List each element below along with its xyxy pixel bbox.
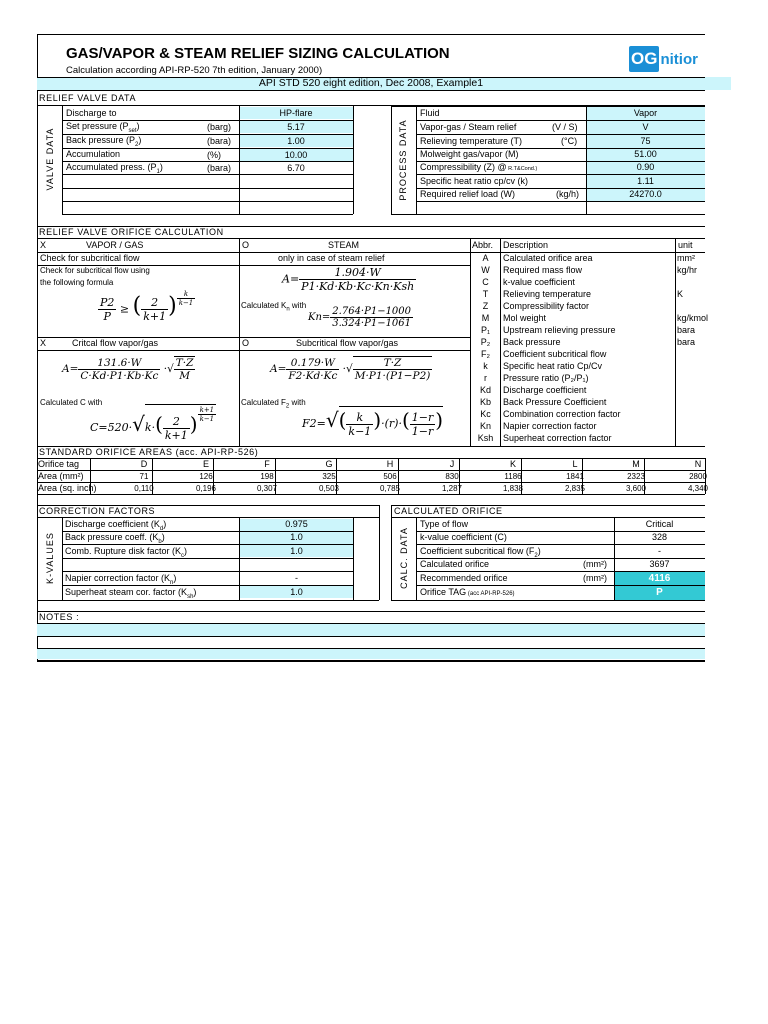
correction-factor-label: Napier correction factor $(K_n)$ bbox=[65, 573, 177, 586]
accumulated-press-label: Accumulated press. $(P_1)$ bbox=[66, 162, 163, 175]
correction-factor-value[interactable]: 0.975 bbox=[285, 519, 308, 529]
calc-orifice-value: P bbox=[656, 587, 663, 598]
correction-factor-value[interactable]: - bbox=[295, 573, 298, 583]
back-pressure-value[interactable]: 1.00 bbox=[287, 136, 305, 146]
abbr-unit: kg/hr bbox=[677, 265, 698, 275]
relieving-temp-unit: (°C) bbox=[561, 136, 578, 146]
orifice-tag-cell: H bbox=[386, 459, 394, 469]
heat-ratio-label: Specific heat ratio cp/cv (k) bbox=[420, 176, 529, 186]
area-sqin-rowlabel: Area (sq. inch) bbox=[38, 483, 97, 493]
abbr-symbol: r bbox=[484, 373, 487, 383]
orifice-sqin-cell: 0,307 bbox=[256, 484, 278, 493]
vapor-gas-header: VAPOR / GAS bbox=[86, 240, 144, 250]
vapor-x-mark[interactable]: X bbox=[40, 240, 47, 250]
orifice-tag-cell: G bbox=[325, 459, 333, 469]
orifice-sqin-cell: 4,340 bbox=[687, 484, 709, 493]
logo-text: nitior bbox=[660, 50, 698, 68]
subcritical-o-mark[interactable]: O bbox=[242, 338, 250, 348]
correction-factor-label: Discharge coefficient $(K_d)$ bbox=[65, 519, 167, 532]
subcritical-flow-label: Subcritical flow vapor/gas bbox=[296, 338, 399, 348]
steam-header: STEAM bbox=[328, 240, 360, 250]
abbr-unit: bara bbox=[677, 337, 696, 347]
company-logo bbox=[629, 44, 698, 74]
correction-factor-value[interactable]: 1.0 bbox=[290, 532, 303, 542]
calculated-orifice-title: CALCULATED ORIFICE bbox=[394, 506, 503, 516]
set-pressure-unit: (barg) bbox=[207, 122, 232, 132]
relief-type-value[interactable]: V bbox=[642, 122, 649, 132]
unit-header: unit bbox=[678, 240, 693, 250]
calc-orifice-unit: (mm²) bbox=[583, 559, 607, 569]
orifice-tag-rowlabel: Orifice tag bbox=[38, 459, 80, 469]
relief-type-label: Vapor-gas / Steam relief bbox=[420, 122, 517, 132]
orifice-col-divider bbox=[90, 458, 91, 494]
orifice-tag-cell: F bbox=[264, 459, 270, 469]
abbr-symbol: Z bbox=[482, 301, 489, 311]
edition-line: API STD 520 eight edition, Dec 2008, Example1 bbox=[258, 77, 484, 89]
only-steam-note: only in case of steam relief bbox=[278, 253, 385, 263]
f2-formula: F2=√( $\frac{k}{k-1}$ )·(r)·( $\frac{1-r}{1-r}$ ) bbox=[302, 408, 444, 438]
correction-factor-value[interactable]: 1.0 bbox=[290, 587, 303, 597]
orifice-calc-title: RELIEF VALVE ORIFICE CALCULATION bbox=[39, 227, 224, 237]
abbr-symbol: P₁ bbox=[480, 325, 491, 335]
orifice-sqin-cell: 3,600 bbox=[625, 484, 647, 493]
valve-data-label: VALVE DATA bbox=[45, 127, 55, 191]
orifice-mm2-cell: 2323 bbox=[627, 472, 645, 481]
abbr-description: Coefficient subcritical flow bbox=[503, 349, 607, 359]
relief-load-value[interactable]: 24270.0 bbox=[629, 189, 662, 199]
abbr-symbol: W bbox=[481, 265, 490, 275]
orifice-col-divider bbox=[37, 458, 38, 494]
orifice-sqin-cell: 1,838 bbox=[502, 484, 524, 493]
orifice-sqin-cell: 1,287 bbox=[441, 484, 463, 493]
abbr-symbol: F₂ bbox=[481, 349, 490, 359]
abbr-symbol: Kd bbox=[479, 385, 491, 395]
steam-area-formula: A= $\frac{1.904\cdot W}{\text{P1·Kd·Kb·Kc·Kn·Ksh}}$ bbox=[282, 266, 415, 293]
orifice-tag-cell: E bbox=[202, 459, 209, 469]
page-title: GAS/VAPOR & STEAM RELIEF SIZING CALCULATION bbox=[66, 45, 450, 62]
orifice-tag-cell: L bbox=[572, 459, 578, 469]
critical-x-mark[interactable]: X bbox=[40, 338, 47, 348]
accumulation-label: Accumulation bbox=[66, 149, 121, 159]
orifice-col-divider bbox=[336, 458, 337, 494]
correction-factor-label: Comb. Rupture disk factor $(K_c)$ bbox=[65, 546, 188, 559]
accumulation-unit: (%) bbox=[207, 150, 221, 160]
orifice-col-divider bbox=[275, 458, 276, 494]
abbr-description: Mol weight bbox=[503, 313, 547, 323]
accumulated-press-unit: (bara) bbox=[207, 163, 232, 173]
abbr-symbol: T bbox=[482, 289, 489, 299]
orifice-sqin-cell: 0,196 bbox=[195, 484, 217, 493]
relief-load-label: Required relief load (W) bbox=[420, 189, 516, 199]
back-pressure-label: Back pressure $(P_2)$ bbox=[66, 135, 142, 148]
check-subcritical: Check for subcritical flow bbox=[40, 253, 140, 263]
abbr-unit: mm² bbox=[677, 253, 695, 263]
orifice-col-divider bbox=[213, 458, 214, 494]
set-pressure-label: Set pressure $(P_{set})$ bbox=[66, 121, 140, 134]
napier-formula: Kn= $\frac{2.764\cdot P1-1000}{3.324\cdot P1-1061}$ bbox=[308, 306, 412, 329]
correction-factor-label: Superheat steam cor. factor $(K_{sh})$ bbox=[65, 587, 197, 600]
calc-orifice-value: 4116 bbox=[648, 573, 671, 584]
accumulation-value[interactable]: 10.00 bbox=[284, 150, 308, 160]
abbr-description: Back pressure bbox=[503, 337, 561, 347]
check-using: Check for subcritical flow using bbox=[40, 266, 150, 275]
orifice-areas-title: STANDARD ORIFICE AREAS (acc. API-RP-526) bbox=[39, 447, 259, 457]
abbr-symbol: Kn bbox=[479, 421, 491, 431]
abbr-header: Abbr. bbox=[472, 240, 494, 250]
orifice-col-divider bbox=[644, 458, 645, 494]
orifice-mm2-cell: 325 bbox=[322, 472, 336, 481]
orifice-mm2-cell: 2800 bbox=[689, 472, 707, 481]
abbr-description: Compressibility factor bbox=[503, 301, 590, 311]
abbr-unit: bara bbox=[677, 325, 696, 335]
k-values-label: K-VALUES bbox=[45, 532, 55, 584]
relieving-temp-label: Relieving temperature (T) bbox=[420, 136, 523, 146]
fluid-label: Fluid bbox=[420, 108, 440, 118]
calc-orifice-label: Type of flow bbox=[420, 519, 469, 529]
discharge-to-value[interactable]: HP-flare bbox=[279, 108, 313, 118]
molweight-label: Molweight gas/vapor (M) bbox=[420, 149, 519, 159]
abbr-symbol: Ksh bbox=[477, 433, 494, 443]
orifice-mm2-cell: 830 bbox=[445, 472, 459, 481]
abbr-description: k-value coefficient bbox=[503, 277, 575, 287]
orifice-tag-cell: M bbox=[632, 459, 640, 469]
calc-orifice-value: 3697 bbox=[649, 559, 670, 569]
abbr-description: Napier correction factor bbox=[503, 421, 597, 431]
calc-orifice-label: Orifice TAG (acc API-RP-526) bbox=[420, 587, 515, 597]
abbr-unit: K bbox=[677, 289, 684, 299]
calc-f2-label: Calculated $F_2$ with bbox=[241, 398, 306, 410]
calc-orifice-value: 328 bbox=[651, 532, 668, 542]
orifice-col-divider bbox=[459, 458, 460, 494]
orifice-col-divider bbox=[398, 458, 399, 494]
orifice-mm2-cell: 1841 bbox=[566, 472, 584, 481]
set-pressure-value[interactable]: 5.17 bbox=[287, 122, 305, 132]
orifice-tag-cell: J bbox=[449, 459, 455, 469]
abbr-symbol: Kc bbox=[480, 409, 491, 419]
orifice-sqin-cell: 0,503 bbox=[318, 484, 340, 493]
accumulated-press-value: 6.70 bbox=[287, 163, 305, 173]
molweight-value[interactable]: 51.00 bbox=[634, 149, 657, 159]
orifice-mm2-cell: 71 bbox=[139, 472, 149, 481]
abbr-description: Discharge coefficient bbox=[503, 385, 587, 395]
subcritical-area-formula: A= $\frac{0.179\cdot W}{F2\cdot Kd\cdot Kc}$ ·√ $\frac{T\cdot Z}{M\cdot P1\cdot(P1-P2)}$ bbox=[270, 356, 431, 382]
abbr-description: Combination correction factor bbox=[503, 409, 621, 419]
relief-type-unit: (V / S) bbox=[552, 122, 578, 132]
relieving-temp-value[interactable]: 75 bbox=[640, 136, 651, 146]
page-subtitle: Calculation according API-RP-520 7th edition, January 2000) bbox=[66, 65, 323, 76]
correction-factors-title: CORRECTION FACTORS bbox=[39, 506, 156, 516]
critical-flow-label: Critcal flow vapor/gas bbox=[72, 338, 159, 348]
orifice-tag-cell: D bbox=[140, 459, 148, 469]
abbr-description: Specific heat ratio Cp/Cv bbox=[503, 361, 603, 371]
orifice-mm2-cell: 198 bbox=[260, 472, 274, 481]
calc-orifice-value: Critical bbox=[645, 519, 674, 529]
calc-orifice-label: k-value coefficient (C) bbox=[420, 532, 507, 542]
abbr-unit: kg/kmol bbox=[677, 313, 709, 323]
relief-load-unit: (kg/h) bbox=[556, 189, 580, 199]
orifice-sqin-cell: 0,785 bbox=[379, 484, 401, 493]
back-pressure-unit: (bara) bbox=[207, 136, 232, 146]
notes-label: NOTES : bbox=[39, 612, 80, 622]
logo-box: OG bbox=[629, 46, 659, 72]
orifice-col-divider bbox=[582, 458, 583, 494]
fluid-value[interactable]: Vapor bbox=[633, 108, 658, 118]
area-mm2-rowlabel: Area (mm²) bbox=[38, 471, 84, 481]
discharge-to-label: Discharge to bbox=[66, 108, 117, 118]
abbr-symbol: C bbox=[482, 277, 489, 287]
abbr-description: Required mass flow bbox=[503, 265, 583, 275]
c-value-formula: C=520·√k·( $\frac{2}{k+1}$ ) $^{\frac{k+1}{k-1}}$ bbox=[90, 406, 215, 442]
calc-orifice-label: Recommended orifice bbox=[420, 573, 508, 583]
abbr-symbol: k bbox=[483, 361, 488, 371]
abbr-description: Pressure ratio (P₂/P₁) bbox=[503, 373, 589, 383]
calc-orifice-value: - bbox=[658, 546, 661, 556]
orifice-mm2-cell: 506 bbox=[383, 472, 397, 481]
correction-factor-label: Back pressure coeff. $(K_b)$ bbox=[65, 532, 165, 545]
orifice-tag-cell: N bbox=[694, 459, 702, 469]
abbr-description: Back Pressure Coefficient bbox=[503, 397, 607, 407]
subcritical-check-formula: $\frac{P2}{P}$ ≥ ( $\frac{2}{k+1}$ ) $^{\frac{k}{k-1}}$ bbox=[100, 290, 194, 323]
correction-factor-value[interactable]: 1.0 bbox=[290, 546, 303, 556]
compressibility-label: Compressibility (Z) @ R.T&Cond.) bbox=[420, 162, 538, 172]
following-formula: the following formula bbox=[40, 278, 114, 287]
critical-area-formula: A= $\frac{131.6\cdot W}{C\cdot Kd\cdot P1\cdot Kb\cdot Kc}$ ·√ $\frac{T\cdot Z}{M}$ bbox=[62, 356, 194, 382]
process-data-label: PROCESS DATA bbox=[398, 119, 408, 201]
orifice-tag-cell: K bbox=[509, 459, 516, 469]
steam-o-mark[interactable]: O bbox=[242, 240, 250, 250]
abbr-symbol: M bbox=[481, 313, 490, 323]
calc-orifice-label: Coefficient subcritical flow $(F_2)$ bbox=[420, 546, 541, 559]
abbr-symbol: A bbox=[482, 253, 489, 263]
abbr-symbol: Kb bbox=[479, 397, 491, 407]
abbr-symbol: P₂ bbox=[480, 337, 491, 347]
orifice-sqin-cell: 0,110 bbox=[134, 484, 154, 493]
calc-orifice-label: Calculated orifice bbox=[420, 559, 490, 569]
description-header: Description bbox=[503, 240, 549, 250]
calc-c-label: Calculated C with bbox=[40, 398, 103, 407]
orifice-mm2-cell: 1186 bbox=[504, 472, 522, 481]
calc-kn-label: Calculated $K_n$ with bbox=[241, 301, 307, 313]
calc-orifice-unit: (mm²) bbox=[583, 573, 607, 583]
orifice-sqin-cell: 2,835 bbox=[564, 484, 586, 493]
heat-ratio-value[interactable]: 1.11 bbox=[637, 176, 654, 186]
orifice-mm2-cell: 126 bbox=[199, 472, 213, 481]
calc-data-label: CALC. DATA bbox=[399, 527, 409, 589]
orifice-col-divider bbox=[152, 458, 153, 494]
abbr-description: Upstream relieving pressure bbox=[503, 325, 616, 335]
abbr-description: Superheat correction factor bbox=[503, 433, 612, 443]
relief-valve-data-title: RELIEF VALVE DATA bbox=[39, 93, 137, 103]
abbr-description: Relieving temperature bbox=[503, 289, 592, 299]
compressibility-value[interactable]: 0.90 bbox=[636, 162, 655, 172]
abbr-description: Calculated orifice area bbox=[503, 253, 593, 263]
orifice-col-divider bbox=[521, 458, 522, 494]
